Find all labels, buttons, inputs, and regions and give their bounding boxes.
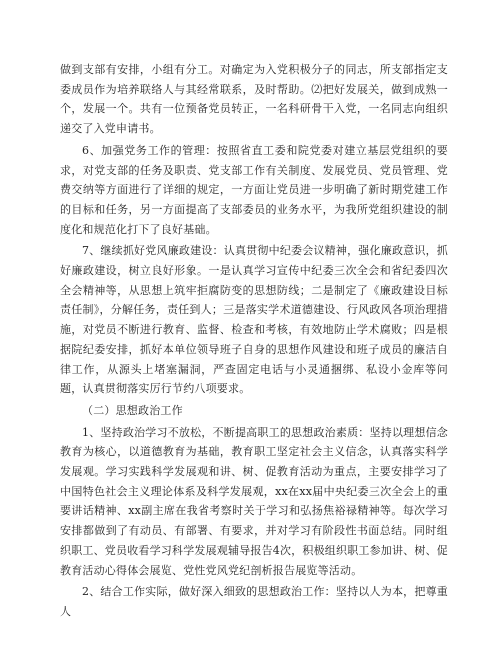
paragraph-clean-government-building: 7、继续抓好党风廉政建设：认真贯彻中纪委会议精神，强化廉政意识，抓好廉政建设，树立良好形象。一是认真学习宣传中纪委三次全会和省纪委四次全会精神等，从思想上筑牢拒腐防变的思想防线；二是制定了《廉政建设目标责任制》，分解任务，责任到人；三是落实学术道德建设、行风政风各项治理措施，对党员不断进行教育、监督、检查和考核，有效地防止学术腐败；四是根据院纪委安排，抓好本单位领导班子自身的思想作风建设和班子成员的廉洁自律工作，从源头上堵塞漏洞，严查固定电话与小灵通捆绑、私设小金库等问题，认真贯彻落实厉行节约八项要求。 xyxy=(60,244,448,396)
section-heading-ideological-work: （二）思想政治工作 xyxy=(82,403,183,417)
paragraph-party-affairs-management: 6、加强党务工作的管理：按照省直工委和院党委对建立基层党组织的要求，对党支部的任务及职责、党支部工作有关制度、发展党员、党员管理、党费交纳等方面进行了详细的规定，一方面让党员进一步明确了新时期党建工作的目标和任务，另一方面提高了支部委员的业务水平，为我所党组织建设的制度化和规范化打下了良好基础。 xyxy=(60,143,448,236)
paragraph-ideological-work-practice: 2、结合工作实际，做好深入细致的思想政治工作：坚持以人为本，把尊重人 xyxy=(60,585,448,618)
paragraph-political-study: 1、坚持政治学习不放松，不断提高职工的思想政治素质：坚持以理想信念教育为核心，以道德教育为基础，教育职工坚定社会主义信念，认真落实科学发展观。学习实践科学发展观和讲、树、促教育活动为重点，主要安排学习了中国特色社会主义理论体系及科学发展观，xx在xx届中央纪委三次全会上的重要讲话精神、xx副主席在我省考察时关于学习和弘扬焦裕禄精神等。每次学习安排都做到了有动员、有部署、有要求，并对学习有阶段性书面总结。同时组织职工、党员收看学习科学发展观辅导报告4次，积极组织职工参加讲、树、促教育活动心得体会展览、党性党风党纪剖析报告展览等活动。 xyxy=(60,425,448,577)
paragraph-party-member-development: 做到支部有安排，小组有分工。对确定为入党积极分子的同志，所支部指定支委成员作为培养联络人与其经常联系，及时帮助。⑵把好发展关，做到成熟一个，发展一个。共有一位预备党员转正，一名科研骨干入党，一名同志向组织递交了入党申请书。 xyxy=(60,63,448,136)
